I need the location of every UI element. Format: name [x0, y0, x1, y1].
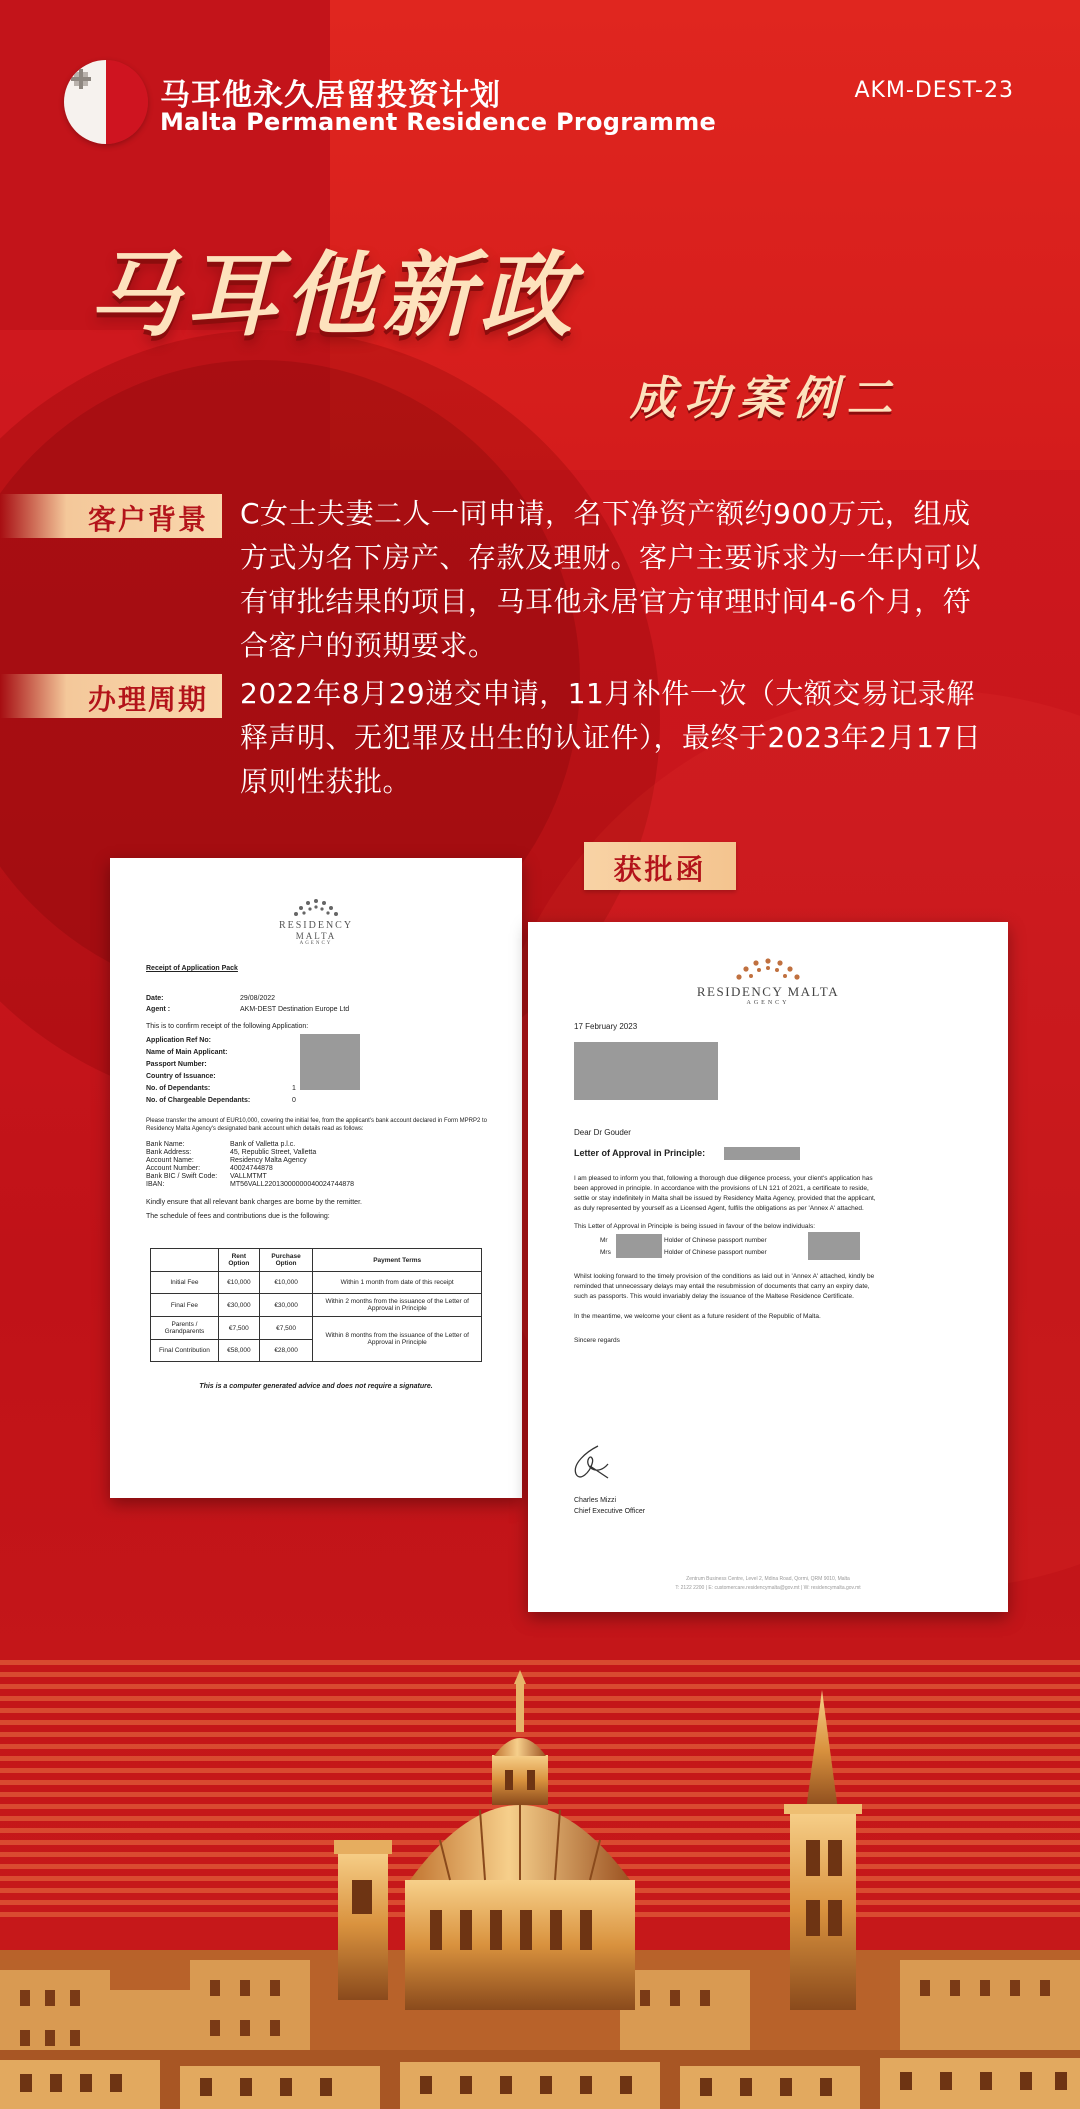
letter-salutation: Dear Dr Gouder — [574, 1128, 631, 1137]
letter-date: 17 February 2023 — [574, 1022, 638, 1031]
field-value: 1 — [292, 1085, 296, 1092]
table-row — [151, 1294, 482, 1317]
letter-regards: Sincere regards — [574, 1337, 620, 1344]
bank-value: 45, Republic Street, Valletta — [230, 1149, 317, 1156]
residency-malta-logo — [110, 898, 522, 946]
text-line: 原则性获批。 — [240, 765, 412, 798]
table-cell: Within 8 months from the issuance of the Letter of Approval in Principle — [313, 1317, 482, 1362]
bank-value: VALLMTMT — [230, 1173, 267, 1180]
field-label: Application Ref No: — [146, 1037, 211, 1044]
label-text: 客户背景 — [87, 503, 208, 536]
logo-text: RESIDENCY MALTA — [696, 984, 840, 999]
letter-footer: T: 2122 2200 | E: customercare.residencymalta@gov.mt | W: residencymalta.gov.mt — [675, 1585, 861, 1591]
bank-label: IBAN: — [146, 1181, 165, 1188]
bank-value: Bank of Valletta p.l.c. — [230, 1141, 296, 1148]
logo-text: AGENCY — [746, 1000, 790, 1006]
text-line: 释声明、无犯罪及出生的认证件），最终于2023年2月17日 — [240, 721, 982, 754]
label-text: 获批函 — [613, 853, 707, 886]
table-cell: €10,000 — [218, 1272, 259, 1294]
field-value: AKM-DEST Destination Europe Ltd — [240, 1006, 350, 1013]
field-label: No. of Dependants: — [146, 1085, 211, 1092]
table-row — [151, 1317, 482, 1340]
field-value: 29/08/2022 — [240, 995, 276, 1002]
table-header-row — [151, 1249, 482, 1272]
bank-value: Residency Malta Agency — [230, 1157, 307, 1164]
table-row — [151, 1272, 482, 1294]
bank-value: MT56VALL22013000000040024744878 — [230, 1181, 355, 1188]
letter-paragraph-line: Whilst looking forward to the timely provision of the conditions as laid out in 'Annex A' attached, kindly be — [574, 1273, 875, 1280]
label-processing-cycle — [0, 674, 222, 718]
receipt-footer: This is a computer generated advice and does not require a signature. — [199, 1383, 433, 1390]
letter-footer: Zentrum Business Centre, Level 2, Mdina Road, Qormi, QRM 9010, Malta — [686, 1576, 850, 1582]
text-line: 方式为名下房产、存款及理财。客户主要诉求为一年内可以 — [240, 541, 982, 574]
letter-subject: Letter of Approval in Principle: — [574, 1148, 706, 1158]
table-cell: €7,500 — [259, 1317, 313, 1340]
field-value: 0 — [292, 1097, 296, 1104]
bank-label: Bank BIC / Swift Code: — [146, 1173, 218, 1180]
table-cell: Final Fee — [151, 1294, 219, 1317]
letter-paragraph-line: such as passports. This would invariably delay the issuance of the Maltese Residence Certificate. — [574, 1293, 854, 1300]
table-cell: Final Contribution — [151, 1340, 219, 1362]
letter-paragraph-line: This Letter of Approval in Principle is being issued in favour of the below individuals: — [574, 1223, 815, 1230]
label-text: 办理周期 — [87, 683, 208, 716]
letter-paragraph-line: I am pleased to inform you that, following a thorough due diligence process, your client's application has — [574, 1175, 873, 1182]
table-header-cell: Payment Terms — [313, 1249, 482, 1272]
brand-name-cn: 马耳他永久居留投资计划 — [160, 78, 501, 113]
table-cell: Within 1 month from date of this receipt — [313, 1272, 482, 1294]
redaction-block — [616, 1234, 662, 1246]
receipt-document — [110, 858, 522, 1498]
sub-title: 成功案例二 — [630, 371, 900, 425]
client-background-text — [240, 492, 1000, 668]
bank-label: Bank Name: — [146, 1141, 185, 1148]
logo-text: RESIDENCY — [278, 920, 354, 931]
schedule-text: The schedule of fees and contributions due is the following: — [146, 1213, 330, 1220]
redaction-block — [808, 1232, 860, 1260]
table-header-cell — [151, 1249, 219, 1272]
letter-paragraph-line: reminded that unnecessary delays may entail the resubmission of documents that carry an expiry date, — [574, 1283, 870, 1290]
redaction-block — [724, 1147, 800, 1160]
bank-label: Account Name: — [146, 1157, 194, 1164]
main-title: 马耳他新政 — [88, 242, 579, 349]
holder-text: Holder of Chinese passport number — [664, 1237, 767, 1244]
table-header-cell: Purchase Option — [259, 1249, 313, 1272]
transfer-text: Residency Malta Agency's designated bank account which details read as follows: — [146, 1126, 364, 1132]
residency-malta-logo — [528, 956, 1008, 1006]
bank-label: Bank Address: — [146, 1149, 192, 1156]
text-line: 2022年8月29递交申请，11月补件一次（大额交易记录解 — [240, 677, 975, 710]
field-label: No. of Chargeable Dependants: — [146, 1097, 251, 1104]
receipt-heading: Receipt of Application Pack — [146, 965, 238, 972]
holder-prefix: Mr — [600, 1237, 608, 1244]
malta-flag-logo-icon — [64, 60, 148, 144]
table-cell: €58,000 — [218, 1340, 259, 1362]
logo-text: MALTA — [295, 931, 337, 941]
text-line: C女士夫妻二人一同申请，名下净资产额约900万元，组成 — [240, 497, 971, 530]
redaction-block — [300, 1034, 360, 1090]
fan-logo-icon — [729, 956, 807, 980]
bank-label: Account Number: — [146, 1165, 201, 1172]
fan-logo-icon — [288, 898, 344, 916]
signature-icon — [568, 1442, 612, 1482]
text-line: 合客户的预期要求。 — [240, 629, 497, 662]
letter-paragraph-line: as duly represented by yourself as a Licensed Agent, fulfils the obligations as per 'Annex A' attached. — [574, 1205, 864, 1212]
processing-cycle-text — [240, 672, 1000, 804]
brand-name-en: Malta Permanent Residence Programme — [160, 108, 717, 136]
field-label: Agent : — [146, 1006, 171, 1013]
bank-value: 40024744878 — [230, 1165, 273, 1172]
field-label: Date: — [146, 995, 164, 1002]
table-cell: Parents / Grandparents — [151, 1317, 219, 1340]
field-label: Country of Issuance: — [146, 1073, 216, 1080]
redaction-block — [616, 1246, 662, 1258]
table-cell: Within 2 months from the issuance of the Letter of Approval in Principle — [313, 1294, 482, 1317]
transfer-text: Please transfer the amount of EUR10,000, covering the initial fee, from the applicant's bank account declared in Form MPRP2 to — [146, 1118, 487, 1124]
logo-text: AGENCY — [299, 941, 333, 946]
approval-letter-document — [528, 922, 1008, 1612]
program-code: AKM-DEST-23 — [854, 78, 1014, 103]
field-label: Name of Main Applicant: — [146, 1049, 228, 1056]
signer-name: Charles Mizzi — [574, 1497, 617, 1504]
charges-text: Kindly ensure that all relevant bank charges are borne by the remitter. — [146, 1199, 362, 1206]
valletta-skyline-illustration — [0, 1670, 1080, 2109]
letter-paragraph-line: settle or stay indefinitely in Malta shall be issued by Residency Malta Agency, provided that the applicant, — [574, 1195, 876, 1202]
fees-table — [150, 1248, 482, 1362]
letter-paragraph-line: In the meantime, we welcome your client as a future resident of the Republic of Malta. — [574, 1313, 821, 1320]
table-cell: €7,500 — [218, 1317, 259, 1340]
holder-text: Holder of Chinese passport number — [664, 1249, 767, 1256]
label-client-background — [0, 494, 222, 538]
redaction-block — [574, 1042, 718, 1100]
table-cell: €30,000 — [218, 1294, 259, 1317]
holder-prefix: Mrs — [600, 1249, 611, 1256]
letter-paragraph-line: been approved in principle. In accordance with the provisions of LN 121 of 2021, a certificate to reside, — [574, 1185, 869, 1192]
table-header-cell: Rent Option — [218, 1249, 259, 1272]
field-label: Passport Number: — [146, 1061, 207, 1068]
table-cell: €30,000 — [259, 1294, 313, 1317]
table-cell: €28,000 — [259, 1340, 313, 1362]
signer-title: Chief Executive Officer — [574, 1508, 646, 1515]
label-approval-letter — [584, 842, 736, 890]
table-cell: Initial Fee — [151, 1272, 219, 1294]
confirm-text: This is to confirm receipt of the following Application: — [146, 1023, 309, 1030]
text-line: 有审批结果的项目，马耳他永居官方审理时间4-6个月，符 — [240, 585, 972, 618]
table-cell: €10,000 — [259, 1272, 313, 1294]
